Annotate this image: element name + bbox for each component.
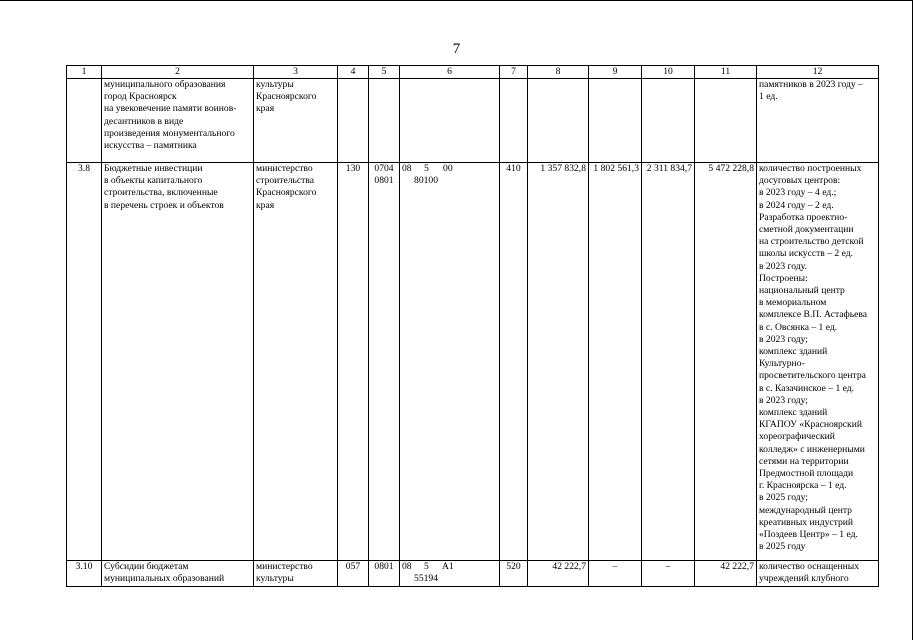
- amount-2023-cell: 1 357 832,8: [528, 163, 589, 561]
- csr-item: 55194: [414, 573, 438, 585]
- table-row: [67, 79, 879, 163]
- row-number-cell: 3.10: [67, 561, 102, 587]
- grbs-cell: 130: [338, 163, 369, 561]
- executor-cell: министерство строительства Красноярского края: [254, 163, 338, 561]
- amount-2024-cell: [589, 79, 642, 163]
- table-row: [67, 561, 879, 587]
- row-number-cell: [67, 79, 102, 163]
- header-cell: 7: [500, 66, 528, 79]
- header-cell: 9: [589, 66, 642, 79]
- grbs-cell: [338, 79, 369, 163]
- rzpr-cell: [369, 79, 400, 163]
- executor-cell: культуры Красноярского края: [254, 79, 338, 163]
- amount-total-cell: [695, 79, 757, 163]
- result-cell: памятников в 2023 году – 1 ед.: [757, 79, 879, 163]
- amount-2023-cell: [528, 79, 589, 163]
- csr-subprogram: 5: [424, 561, 429, 572]
- amount-2025-cell: –: [642, 561, 695, 587]
- csr-cell: [400, 163, 500, 561]
- amount-2025-cell: [642, 79, 695, 163]
- header-cell: 11: [695, 66, 757, 79]
- activity-name-cell: Бюджетные инвестиции в объекты капитального строительства, включенные в перечень строек и объектов: [102, 163, 254, 561]
- vr-cell: [500, 79, 528, 163]
- header-cell: 12: [757, 66, 879, 79]
- amount-2023-cell: 42 222,7: [528, 561, 589, 587]
- header-cell: 2: [102, 66, 254, 79]
- vr-cell: 520: [500, 561, 528, 587]
- rzpr-cell: 0704 0801: [369, 163, 400, 561]
- table-row: [67, 163, 879, 561]
- amount-2024-cell: 1 802 561,3: [589, 163, 642, 561]
- row-number-cell: 3.8: [67, 163, 102, 561]
- result-cell: количество построенных досуговых центров: в 2023 году – 4 ед.; в 2024 году – 2 ед. Разработка проектно- сметной документации на строительство детской школы искусств – 2 ед. в 2023 году. Построены: национальный центр в мемориальном комплексе В.П. Астафьева в с. Овсянка – 1 ед. в 2023 году; комплекс зданий Культурно- просветительского центра в с. Казачинское – 1 ед. в 2023 году; комплекс зданий КГАПОУ «Красноярский хореографический колледж» с инженерными сетями на территории Предмостной площади г. Красноярска – 1 ед. в 2025 году; международный центр креативных индустрий «Поздеев Центр» – 1 ед. в 2025 году: [757, 163, 879, 561]
- result-cell: количество оснащенных учреждений клубного: [757, 561, 879, 587]
- csr-cell: [400, 561, 500, 587]
- amount-2024-cell: –: [589, 561, 642, 587]
- csr-cell: [400, 79, 500, 163]
- header-cell: 1: [67, 66, 102, 79]
- header-cell: 5: [369, 66, 400, 79]
- header-cell: 6: [400, 66, 500, 79]
- grbs-cell: 057: [338, 561, 369, 587]
- amount-2025-cell: 2 311 834,7: [642, 163, 695, 561]
- amount-total-cell: 5 472 228,8: [695, 163, 757, 561]
- activity-name-cell: Субсидии бюджетам муниципальных образований: [102, 561, 254, 587]
- header-cell: 4: [338, 66, 369, 79]
- amount-total-cell: 42 222,7: [695, 561, 757, 587]
- executor-cell: министерство культуры: [254, 561, 338, 587]
- budget-table: [66, 65, 879, 587]
- vr-cell: 410: [500, 163, 528, 561]
- header-cell: 8: [528, 66, 589, 79]
- page-top-border: [0, 0, 913, 1]
- activity-name-cell: муниципального образования город Красноярск на увековечение памяти воинов- десантников в виде произведения монументального искусства – памятника: [102, 79, 254, 163]
- rzpr-cell: 0801: [369, 561, 400, 587]
- csr-program: 08: [402, 561, 412, 572]
- csr-item: 80100: [414, 175, 438, 187]
- header-cell: 3: [254, 66, 338, 79]
- page-number: 7: [452, 41, 461, 57]
- header-cell: 10: [642, 66, 695, 79]
- csr-subprogram: 5: [424, 163, 429, 174]
- csr-program: 08: [402, 163, 412, 174]
- header-row: [67, 66, 879, 79]
- csr-group: 00: [443, 163, 453, 174]
- csr-group: А1: [441, 561, 454, 572]
